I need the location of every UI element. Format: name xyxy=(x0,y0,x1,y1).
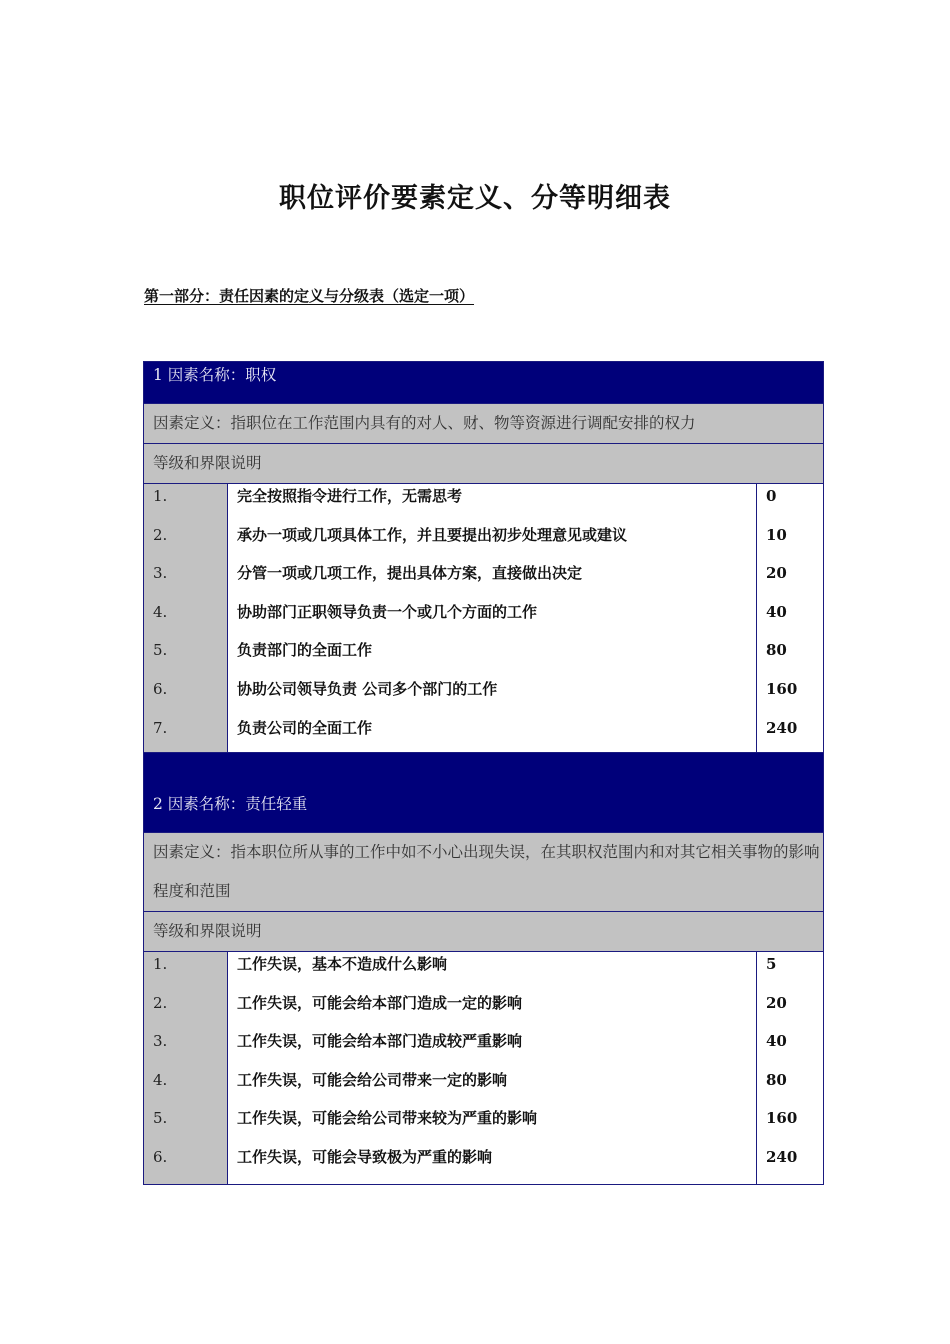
level-descriptions xyxy=(228,484,757,755)
level-pts: 20 xyxy=(765,564,787,583)
level-pts: 0 xyxy=(765,487,777,505)
level-descriptions xyxy=(228,952,757,1185)
level-num: 4. xyxy=(153,602,168,621)
level-num: 5. xyxy=(153,1109,168,1128)
factor-table-1 xyxy=(143,361,824,755)
section-heading: 第一部分：责任因素的定义与分级表（选定一项） xyxy=(144,287,475,305)
level-num: 4. xyxy=(153,1070,168,1089)
levels-label: 等级和界限说明 xyxy=(144,912,824,952)
factor-name-row xyxy=(144,362,824,404)
level-pts: 20 xyxy=(766,993,787,1012)
level-pts: 160 xyxy=(766,1109,798,1128)
factor-definition-row xyxy=(144,404,824,444)
level-num: 7. xyxy=(153,718,168,737)
level-num: 3. xyxy=(153,564,168,583)
level-desc: 工作失误，可能会给公司带来较为严重的影响 xyxy=(237,1109,538,1128)
level-pts: 80 xyxy=(766,1070,787,1089)
levels-label-row xyxy=(144,444,824,484)
level-pts: 40 xyxy=(766,1032,787,1051)
levels-label: 等级和界限说明 xyxy=(144,444,824,484)
level-num: 1. xyxy=(153,955,168,973)
factor-name-row xyxy=(144,753,824,833)
levels-row xyxy=(144,484,824,755)
level-desc: 负责部门的全面工作 xyxy=(237,641,373,660)
level-desc: 协助部门正职领导负责一个或几个方面的工作 xyxy=(237,602,538,621)
level-num: 6. xyxy=(153,679,168,698)
level-points xyxy=(756,484,823,755)
level-pts: 80 xyxy=(765,641,787,660)
levels-row xyxy=(144,952,824,1185)
level-num: 1. xyxy=(153,487,168,505)
levels-label-row xyxy=(144,912,824,952)
level-numbers xyxy=(144,952,228,1185)
factor-definition: 因素定义：指本职位所从事的工作中如不小心出现失误，在其职权范围内和对其它相关事物的影响程度和范围 xyxy=(144,833,824,912)
level-pts: 240 xyxy=(766,1147,798,1166)
level-num: 3. xyxy=(153,1032,168,1051)
level-num: 2. xyxy=(153,525,168,544)
level-desc: 工作失误，可能会给本部门造成一定的影响 xyxy=(237,993,523,1012)
level-pts: 40 xyxy=(765,602,787,621)
level-desc: 工作失误，基本不造成什么影响 xyxy=(237,955,448,973)
factor-name: 1 因素名称：职权 xyxy=(144,362,824,404)
level-desc: 协助公司领导负责 公司多个部门的工作 xyxy=(237,679,498,698)
level-desc: 分管一项或几项工作，提出具体方案，直接做出决定 xyxy=(237,564,583,583)
factor-name: 2 因素名称：责任轻重 xyxy=(144,753,824,833)
level-desc: 完全按照指令进行工作，无需思考 xyxy=(237,487,463,505)
level-desc: 工作失误，可能会给公司带来一定的影响 xyxy=(237,1070,508,1089)
level-points xyxy=(757,952,824,1185)
level-pts: 10 xyxy=(765,525,787,544)
level-num: 6. xyxy=(153,1147,168,1166)
level-pts: 160 xyxy=(765,679,798,698)
level-pts: 5 xyxy=(766,955,777,973)
level-desc: 工作失误，可能会给本部门造成较严重影响 xyxy=(237,1032,523,1051)
level-num: 2. xyxy=(153,993,168,1012)
level-desc: 负责公司的全面工作 xyxy=(237,718,373,737)
factor-definition-row xyxy=(144,833,824,912)
level-pts: 240 xyxy=(765,718,798,737)
factor-table-2 xyxy=(143,752,824,1185)
level-desc: 承办一项或几项具体工作，并且要提出初步处理意见或建议 xyxy=(237,525,628,544)
level-numbers xyxy=(144,484,228,755)
factor-definition: 因素定义：指职位在工作范围内具有的对人、财、物等资源进行调配安排的权力 xyxy=(144,404,824,444)
level-desc: 工作失误，可能会导致极为严重的影响 xyxy=(237,1147,493,1166)
level-num: 5. xyxy=(153,641,168,660)
page-title: 职位评价要素定义、分等明细表 xyxy=(279,183,671,214)
